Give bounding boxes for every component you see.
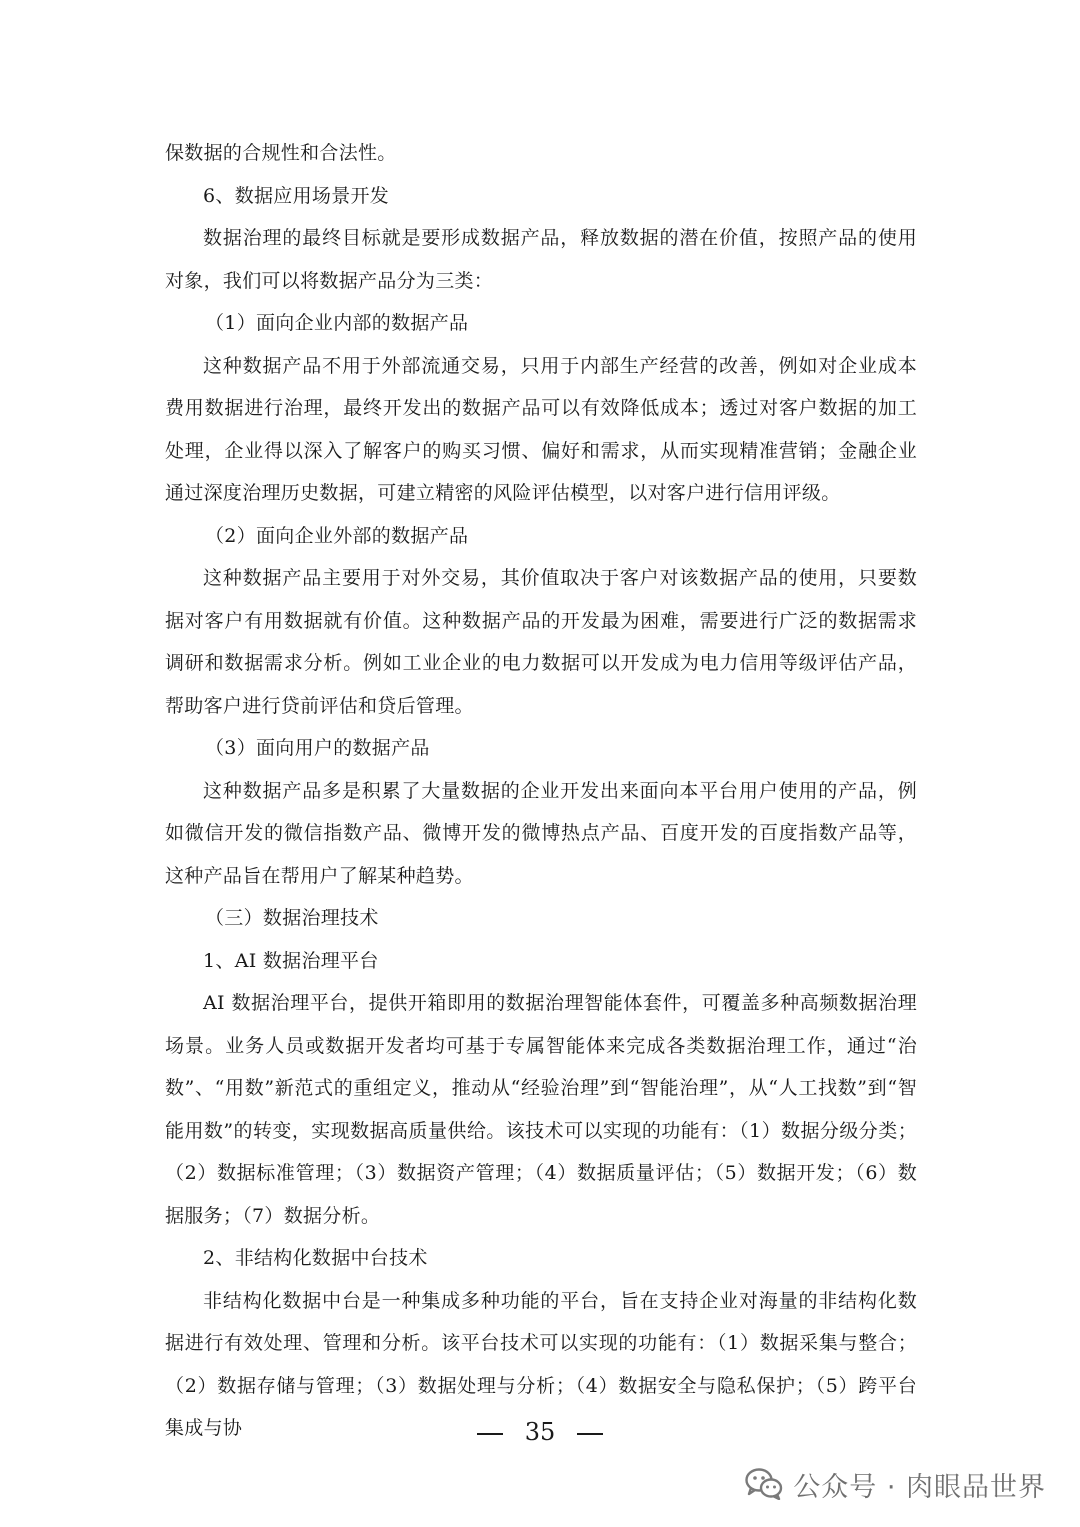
watermark-text: 公众号 · 肉眼品世界 — [793, 1471, 1046, 1503]
body-text — [165, 132, 917, 1450]
paragraph: 非结构化数据中台是一种集成多种功能的平台，旨在支持企业对海量的非结构化数据进行有效处理、管理和分析。该平台技术可以实现的功能有：（1）数据采集与整合；（2）数据存储与管理；（3）数据处理与分析；（4）数据安全与隐私保护；（5）跨平台集成与协 — [165, 1289, 917, 1439]
page-footer — [0, 1412, 1080, 1452]
page-number: 35 — [524, 1418, 556, 1446]
watermark — [745, 1462, 1046, 1506]
section-heading: 2、非结构化数据中台技术 — [203, 1247, 428, 1269]
paragraph: 这种数据产品主要用于对外交易，其价值取决于客户对该数据产品的使用，只要数据对客户有用数据就有价值。这种数据产品的开发最为困难，需要进行广泛的数据需求调研和数据需求分析。例如工业企业的电力数据可以开发成为电力信用等级评估产品，帮助客户进行贷前评估和贷后管理。 — [165, 567, 917, 717]
footer-dash-left — [477, 1433, 503, 1435]
paragraph: AI 数据治理平台，提供开箱即用的数据治理智能体套件，可覆盖多种高频数据治理场景。业务人员或数据开发者均可基于专属智能体来完成各类数据治理工作，通过“治数”、“用数”新范式的重组定义，推动从“经验治理”到“智能治理”，从“人工找数”到“智能用数”的转变，实现数据高质量供给。该技术可以实现的功能有：（1）数据分级分类；（2）数据标准管理；（3）数据资产管理；（4）数据质量评估；（5）数据开发；（6）数据服务；（7）数据分析。 — [165, 992, 917, 1227]
subsection-heading: （3）面向用户的数据产品 — [205, 737, 430, 759]
paragraph: 保数据的合规性和合法性。 — [165, 142, 397, 164]
subsection-heading: （1）面向企业内部的数据产品 — [205, 312, 469, 334]
paragraph: 这种数据产品多是积累了大量数据的企业开发出来面向本平台用户使用的产品，例如微信开发的微信指数产品、微博开发的微博热点产品、百度开发的百度指数产品等，这种产品旨在帮用户了解某种趋势。 — [165, 779, 917, 887]
section-heading: 6、数据应用场景开发 — [203, 184, 390, 207]
chapter-heading: （三）数据治理技术 — [205, 907, 379, 929]
paragraph: 这种数据产品不用于外部流通交易，只用于内部生产经营的改善，例如对企业成本费用数据进行治理，最终开发出的数据产品可以有效降低成本；透过对客户数据的加工处理，企业得以深入了解客户的购买习惯、偏好和需求，从而实现精准营销；金融企业通过深度治理历史数据，可建立精密的风险评估模型，以对客户进行信用评级。 — [165, 354, 917, 504]
wechat-icon — [745, 1468, 783, 1500]
section-heading: 1、AI 数据治理平台 — [203, 949, 379, 972]
subsection-heading: （2）面向企业外部的数据产品 — [205, 524, 469, 547]
paragraph: 数据治理的最终目标就是要形成数据产品，释放数据的潜在价值，按照产品的使用对象，我们可以将数据产品分为三类： — [165, 227, 917, 292]
footer-dash-right — [577, 1433, 603, 1435]
